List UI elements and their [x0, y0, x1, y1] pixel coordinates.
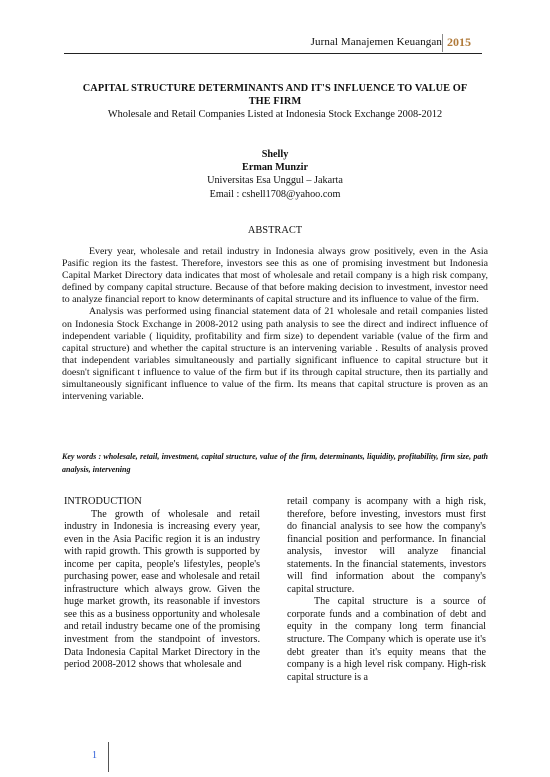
body-paragraph: The growth of wholesale and retail industry in Indonesia is increasing every year, even in the Asia Pacific region it is an industry with rapid growth. This growth is supported by income per capita, people's lifestyles, people's purchasing power, ease and wholesale and retail infrastructure which always grow. Given the huge market growth, its reasonable if investors see this as a business opportunity and wholesale and retail industry became one of the promising investment from the standpoint of investors. Data Indonesia Capital Market Directory in the period 2008-2012 shows that wholesale and: [64, 508, 260, 671]
author-name: Shelly: [261, 149, 289, 160]
abstract-paragraph: Analysis was performed using financial statement data of 21 wholesale and retail companies listed on Indonesia Stock Exchange in 2008-2012 using path analysis to see the direct and indirect influence of independent variable ( liquidity, profitability and firm size) to dependent variable (value of the firm and capital structure) and whether the capital structure is an intervening variable . Results of analysis proved that independent variables simultaneously and partially significant influence to capital structure but it doesn't significant t influence to value of the firm but if its through capital structure, then its partially and simultaneously significant influence to value of the firm. Its means that capital structure is proven as an intervening variable.: [62, 306, 488, 403]
body-paragraph: The capital structure is a source of corporate funds and a combination of debt and equity in the company long term financial structure. The Company which is operate use it's debt greater than it's equity means that the company is a high level risk company. High-risk capital structure is a: [287, 596, 486, 683]
title-block: [60, 82, 490, 121]
journal-name: Jurnal Manajemen Keuangan: [310, 36, 442, 48]
paper-title-line2: THE FIRM: [248, 96, 302, 107]
abstract-paragraph: Every year, wholesale and retail industry in Indonesia always grow positively, even in the Asia Pasific region its the fastest. Therefore, investors see this as one of promising investment but Indonesia Capital Market Directory data indicates that most of wholesale and retail company is a high risk company, defined by company capital structure. Because of that before making decision to investment, investor need to analyze financial report to know determinants of capital structure and its influence to value of the firm.: [62, 246, 488, 306]
paper-subtitle: Wholesale and Retail Companies Listed at Indonesia Stock Exchange 2008-2012: [107, 109, 443, 120]
right-column: [287, 496, 486, 684]
abstract-heading: ABSTRACT: [247, 225, 303, 236]
page-number: 1: [92, 750, 97, 761]
author-email: Email : cshell1708@yahoo.com: [209, 188, 341, 200]
paper-title-line1: CAPITAL STRUCTURE DETERMINANTS AND IT'S INFLUENCE TO VALUE OF: [82, 83, 468, 94]
abstract-body: [62, 246, 488, 403]
affiliation: Universitas Esa Unggul – Jakarta: [207, 175, 343, 187]
author-block: [60, 148, 490, 201]
header-separator: [442, 34, 443, 52]
left-column: [64, 496, 260, 672]
running-header: [0, 36, 550, 56]
author-name: Erman Munzir: [242, 162, 308, 174]
body-paragraph: retail company is acompany with a high risk, therefore, before investing, investors must first do financial analysis to see how the company's financial position and performance. In financial analysis, investor will analyze financial statements. In the financial statements, investors will find information about the company's capital structure.: [287, 496, 486, 595]
header-rule: [64, 53, 482, 54]
journal-year: 2015: [447, 35, 471, 49]
section-heading: INTRODUCTION: [64, 496, 142, 507]
keywords: Key words : wholesale, retail, investment, capital structure, value of the firm, determinants, liquidity, profitability, firm size, path analysis, intervening: [62, 452, 488, 474]
footer-rule: [108, 742, 109, 772]
